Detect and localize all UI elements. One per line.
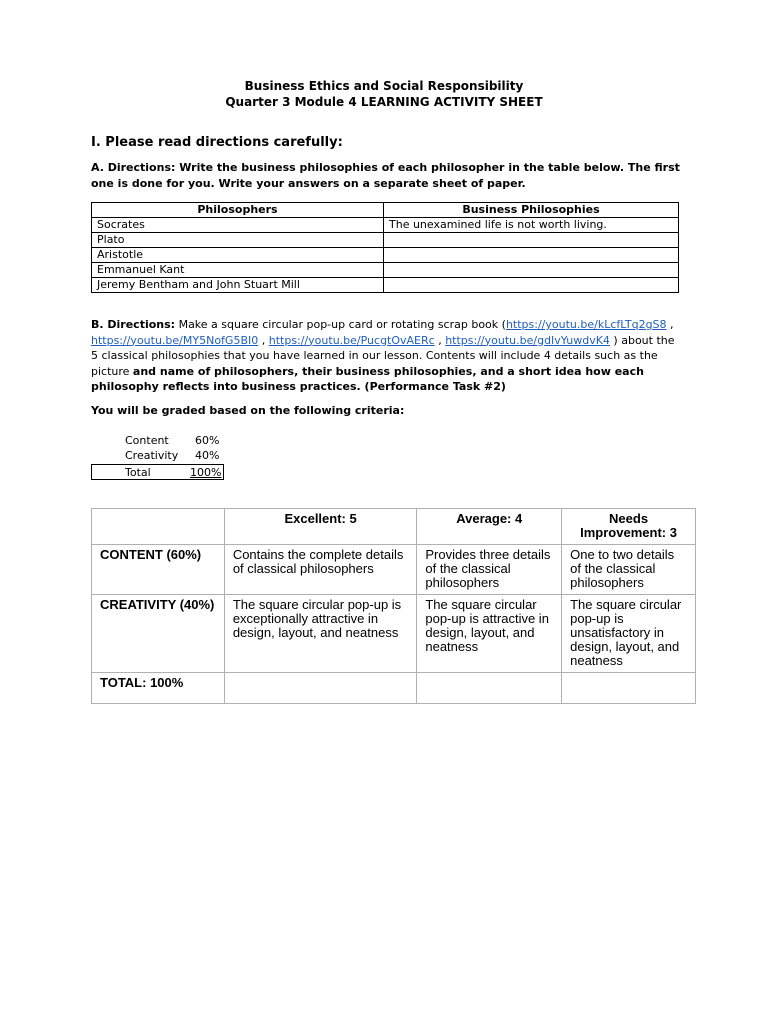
document-title: Business Ethics and Social Responsibility: [244, 79, 524, 93]
criteria-item: [91, 433, 224, 448]
philosophy-cell: [384, 233, 679, 248]
video-link-1[interactable]: https://youtu.be/kLcfLTq2gS8: [505, 318, 667, 331]
link-separator: ,: [666, 318, 674, 331]
directions-b-text: Make a square circular pop-up card or rotating scrap book (: [175, 318, 506, 331]
philosopher-cell: Emmanuel Kant: [92, 263, 384, 278]
table-row: [92, 263, 679, 278]
philosopher-cell: Socrates: [92, 218, 384, 233]
rubric-empty-cell: [562, 673, 696, 704]
philosopher-cell: Aristotle: [92, 248, 384, 263]
criteria-total-label: Total: [125, 466, 151, 479]
table-row: [92, 218, 679, 233]
rubric-cell-average: The square circular pop-up is attractive in design, layout, and neatness: [417, 595, 562, 673]
video-link-4[interactable]: https://youtu.be/gdIvYuwdvK4: [445, 333, 610, 347]
criteria-total: [91, 464, 224, 480]
directions-b: [91, 317, 681, 395]
philosophers-table: [91, 202, 679, 293]
table-row: [92, 248, 679, 263]
rubric-header-needs-improvement: Needs Improvement: 3: [562, 509, 696, 545]
rubric-empty-cell: [417, 673, 562, 704]
rubric-header-row: [92, 509, 696, 545]
rubric-cell-needs-improvement: One to two details of the classical philosophers: [562, 545, 696, 595]
criteria-percent: 60%: [195, 434, 220, 447]
directions-a: A. Directions: Write the business philosophies of each philosopher in the table below. The first one is done for you. Write your answers on a separate sheet of paper.: [91, 161, 680, 190]
rubric-cell-excellent: The square circular pop-up is exceptionally attractive in design, layout, and neatness: [224, 595, 417, 673]
rubric-table: [91, 508, 696, 704]
document-subtitle: Quarter 3 Module 4 LEARNING ACTIVITY SHEET: [225, 95, 543, 109]
video-link-2[interactable]: https://youtu.be/MY5NofG5BI0: [91, 333, 259, 347]
video-link-3[interactable]: https://youtu.be/PucgtOvAERc: [268, 333, 435, 347]
criteria-total-percent: 100%: [190, 466, 222, 479]
directions-b-label: B. Directions:: [91, 318, 176, 331]
section-heading: I. Please read directions carefully:: [91, 135, 343, 150]
rubric-cell-excellent: Contains the complete details of classical philosophers: [224, 545, 417, 595]
rubric-total-label: TOTAL: 100%: [92, 673, 225, 704]
directions-b-bold-text: and name of philosophers, their business philosophies, and a short idea how each philosophy reflects into business practices. (Performance Task #2): [91, 364, 644, 393]
rubric-row: [92, 595, 696, 673]
rubric-row: [92, 545, 696, 595]
rubric-cell-needs-improvement: The square circular pop-up is unsatisfactory in design, layout, and neatness: [562, 595, 696, 673]
criteria-item: [91, 448, 224, 463]
philosophy-cell: [384, 278, 679, 293]
criteria-label: Creativity: [125, 449, 179, 462]
grading-heading: You will be graded based on the following criteria:: [91, 404, 405, 417]
rubric-cell-average: Provides three details of the classical philosophers: [417, 545, 562, 595]
criteria-label: Content: [125, 434, 169, 447]
table-header-row: [92, 203, 679, 218]
rubric-header-average: Average: 4: [417, 509, 562, 545]
rubric-criterion: CREATIVITY (40%): [92, 595, 225, 673]
directions-b-text-2: ) about the 5 classical philosophies that you have learned in our lesson. Contents will include 4 details such as the picture: [91, 333, 675, 378]
link-separator: ,: [258, 333, 269, 347]
philosophy-cell: [384, 263, 679, 278]
philosophy-cell: [384, 248, 679, 263]
column-header-philosophers: Philosophers: [92, 203, 384, 218]
rubric-corner-cell: [92, 509, 225, 545]
table-row: [92, 278, 679, 293]
rubric-total-row: [92, 673, 696, 704]
criteria-list: [91, 433, 224, 479]
rubric-criterion: CONTENT (60%): [92, 545, 225, 595]
table-row: [92, 233, 679, 248]
rubric-empty-cell: [224, 673, 417, 704]
column-header-business-philosophies: Business Philosophies: [384, 203, 679, 218]
philosopher-cell: Plato: [92, 233, 384, 248]
philosophy-cell: The unexamined life is not worth living.: [384, 218, 679, 233]
link-separator: ,: [434, 333, 446, 347]
rubric-header-excellent: Excellent: 5: [224, 509, 417, 545]
philosopher-cell: Jeremy Bentham and John Stuart Mill: [92, 278, 384, 293]
criteria-percent: 40%: [195, 449, 220, 462]
